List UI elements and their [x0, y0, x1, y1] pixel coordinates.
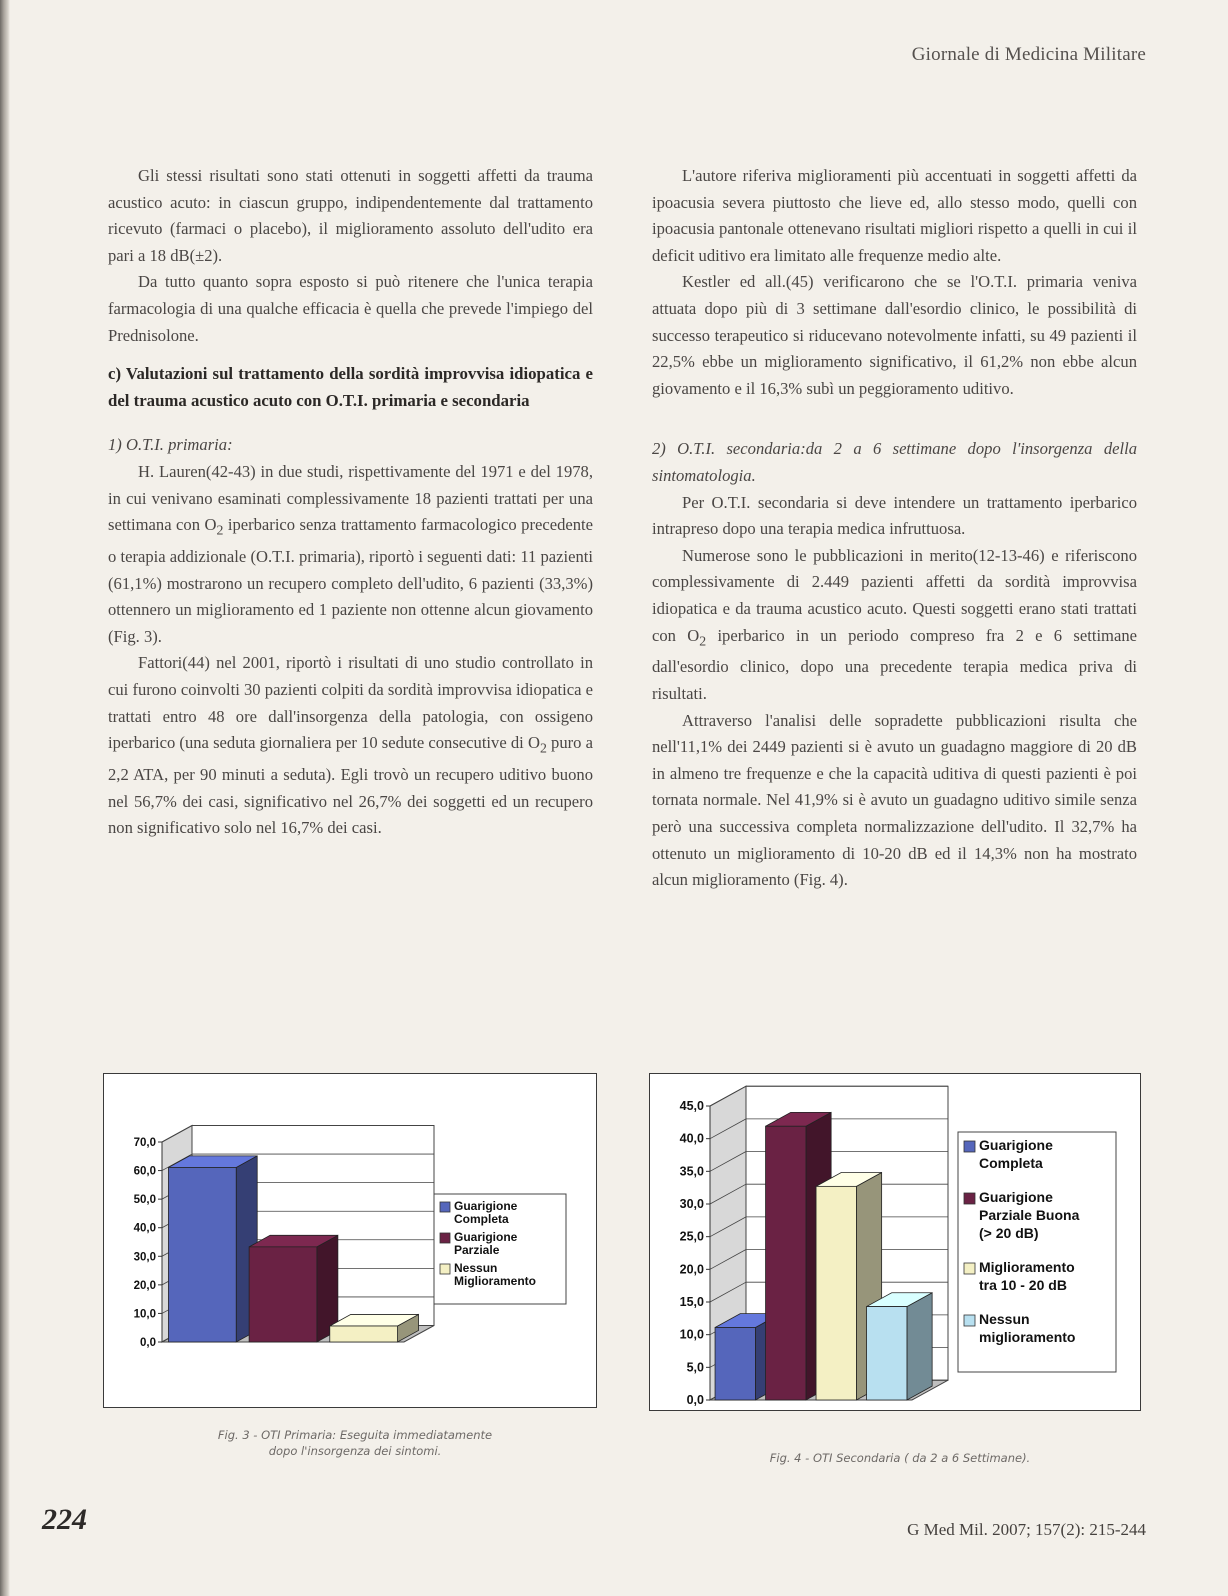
page-number: 224 — [42, 1503, 87, 1536]
y-tick-label: 30,0 — [679, 1197, 704, 1211]
footer-citation: G Med Mil. 2007; 157(2): 215-244 — [907, 1520, 1146, 1539]
left-paragraph-3: H. Lauren(42-43) in due studi, rispettivamente del 1971 e del 1978, in cui venivano esaminati complessivamente 18 pazienti trattati per una settimana con $O_2$ iperbarico senza trattamento farmacologico precedente o terapia addizionale (O.T.I. primaria), riportò i seguenti dati: 11 pazienti (61,1%) mostrarono un recupero completo dell'udito, 6 pazienti (33,3%) ottennero un miglioramento ed 1 paziente non ottenne alcun giovamento (Fig. 3). — [108, 461, 594, 646]
legend-swatch — [964, 1315, 975, 1326]
bar — [330, 1326, 398, 1342]
y-tick-label: 40,0 — [679, 1131, 704, 1146]
bar — [715, 1327, 755, 1400]
left-paragraph-1: Gli stessi risultati sono stati ottenuti in soggetti affetti da trauma acustico acuto: in ciascun gruppo, indipendentemente dal trattamento ricevuto (farmaci o placebo), il miglioramento assoluto dell'udito era pari a 18 dB(±2). — [108, 166, 593, 265]
legend-swatch — [440, 1202, 450, 1212]
y-tick-label: 60,0 — [133, 1165, 156, 1178]
right-paragraph-1: L'autore riferiva miglioramenti più accentuati in soggetti affetti da ipoacusia severa piuttosto che lieve ed, allo stesso modo, quelli con ipoacusia pantonale ottenevano risultati migliori rispetto a quelli in cui il deficit uditivo era limitato alle frequenze medio alte. — [652, 166, 1137, 265]
legend-swatch — [964, 1193, 975, 1204]
subheading-primaria: 1) O.T.I. primaria: — [108, 435, 233, 455]
legend-label: Miglioramento — [454, 1274, 537, 1288]
y-tick-label: 25,0 — [679, 1229, 704, 1244]
y-tick-label: 0,0 — [140, 1337, 156, 1349]
right-paragraph-4: Numerose sono le pubblicazioni in merito(12-13-46) e riferiscono complessivamente di 2.449 pazienti affetti da sordità improvvisa idiopatica e da trauma acustico acuto. Questi soggetti erano stati trattati con $O_2$ iperbarico in un periodo compreso fra 2 e 6 settimane dall'esordio clinico, dopo una precedente terapia medica priva di risultati. — [652, 545, 1137, 703]
legend-swatch — [964, 1141, 975, 1152]
page-binding-shadow — [0, 0, 10, 1596]
y-tick-label: 10,0 — [679, 1327, 704, 1342]
legend-label: Guarigione — [979, 1189, 1053, 1205]
y-tick-label: 70,0 — [133, 1137, 156, 1149]
y-tick-label: 15,0 — [679, 1295, 704, 1309]
bar — [766, 1126, 806, 1400]
y-tick-label: 20,0 — [133, 1279, 156, 1292]
journal-header: Giornale di Medicina Militare — [911, 44, 1146, 65]
y-tick-label: 35,0 — [679, 1164, 704, 1179]
figure-3-chart — [103, 1073, 597, 1408]
legend-label: Nessun — [454, 1261, 498, 1275]
legend-label: Parziale Buona — [979, 1207, 1080, 1223]
y-tick-label: 5,0 — [686, 1360, 704, 1375]
figure-3-svg — [104, 1074, 596, 1407]
figure-4-caption: Fig. 4 - OTI Secondaria ( da 2 a 6 Settimane). — [769, 1451, 1031, 1465]
bar — [867, 1307, 907, 1400]
right-column — [652, 163, 1137, 894]
legend-swatch — [440, 1233, 450, 1243]
legend-swatch — [440, 1264, 450, 1274]
legend-label: (> 20 dB) — [979, 1225, 1039, 1241]
y-tick-label: 45,0 — [679, 1099, 704, 1113]
legend-label: Parziale — [454, 1243, 500, 1257]
right-paragraph-3: Per O.T.I. secondaria si deve intendere un trattamento iperbarico intrapreso dopo una terapia medica infruttuosa. — [652, 492, 1137, 539]
y-tick-label: 40,0 — [133, 1222, 156, 1235]
y-tick-label: 20,0 — [679, 1262, 704, 1277]
bar — [816, 1186, 856, 1400]
left-paragraph-2: Da tutto quanto sopra esposto si può ritenere che l'unica terapia farmacologia di una qualche efficacia è quella che prevede l'impiego del Prednisolone. — [108, 272, 593, 345]
y-tick-label: 50,0 — [133, 1194, 156, 1207]
legend-label: Completa — [454, 1212, 509, 1226]
right-paragraph-2: Kestler ed all.(45) verificarono che se l'O.T.I. primaria veniva attuata dopo più di 3 settimane dall'esordio clinico, le possibilità di successo terapeutico si riducevano notevolmente infatti, su 49 pazienti il 22,5% ebbe un miglioramento significativo, il 61,2% non ebbe alcun giovamento e il 16,3% subì un peggioramento uditivo. — [652, 272, 1137, 398]
bar-side — [907, 1293, 932, 1400]
left-paragraph-4: Fattori(44) nel 2001, riportò i risultati di uno studio controllato in cui furono coinvolti 30 pazienti colpiti da sordità improvvisa idiopatica e trattati entro 48 ore dall'insorgenza della patologia, con ossigeno iperbarico (una seduta giornaliera per 10 sedute consecutive di $O_2$ puro a 2,2 ATA, per 90 minuti a seduta). Egli trovò un recupero uditivo buono nel 56,7% dei casi, significativo nel 26,7% dei soggetti ed un recupero non significativo solo nel 16,7% dei casi. — [108, 653, 593, 838]
figure-4-svg — [650, 1074, 1140, 1410]
y-tick-label: 0,0 — [686, 1393, 704, 1407]
figure-4-chart — [649, 1073, 1141, 1411]
subheading-secondaria: 2) O.T.I. secondaria:da 2 a 6 settimane dopo l'insorgenza della sintomatologia. — [652, 439, 1137, 485]
right-paragraph-5: Attraverso l'analisi delle sopradette pubblicazioni risulta che nell'11,1% dei 2449 pazienti si è avuto un guadagno maggiore di 20 dB in almeno tre frequenze e che la capacità uditiva di questi pazienti è poi tornata normale. Nel 41,9% si è avuto un guadagno uditivo simile senza però una successiva completa normalizzazione dell'udito. Il 32,7% ha ottenuto un miglioramento di 10-20 dB ed il 14,3% non ha mostrato alcun miglioramento (Fig. 4). — [652, 710, 1137, 890]
figure-3-caption: Fig. 3 - OTI Primaria: Eseguita immediatamente dopo l'insorgenza dei sintomi. — [217, 1428, 493, 1458]
legend-label: Guarigione — [454, 1230, 518, 1244]
legend-label: Guarigione — [454, 1199, 518, 1213]
bar — [249, 1247, 317, 1342]
section-heading: c) Valutazioni sul trattamento della sordità improvvisa idiopatica e del trauma acustico acuto con O.T.I. primaria e secondaria — [108, 364, 593, 410]
legend-label: Guarigione — [979, 1137, 1053, 1153]
bar — [168, 1167, 236, 1342]
legend-swatch — [964, 1263, 975, 1274]
y-tick-label: 30,0 — [133, 1251, 156, 1264]
y-tick-label: 10,0 — [133, 1308, 156, 1321]
legend-label: Miglioramento — [979, 1259, 1075, 1275]
legend-label: Completa — [979, 1155, 1043, 1171]
legend-label: tra 10 - 20 dB — [979, 1277, 1067, 1293]
legend-label: miglioramento — [979, 1329, 1076, 1345]
left-column — [108, 163, 593, 842]
legend-label: Nessun — [979, 1311, 1030, 1327]
